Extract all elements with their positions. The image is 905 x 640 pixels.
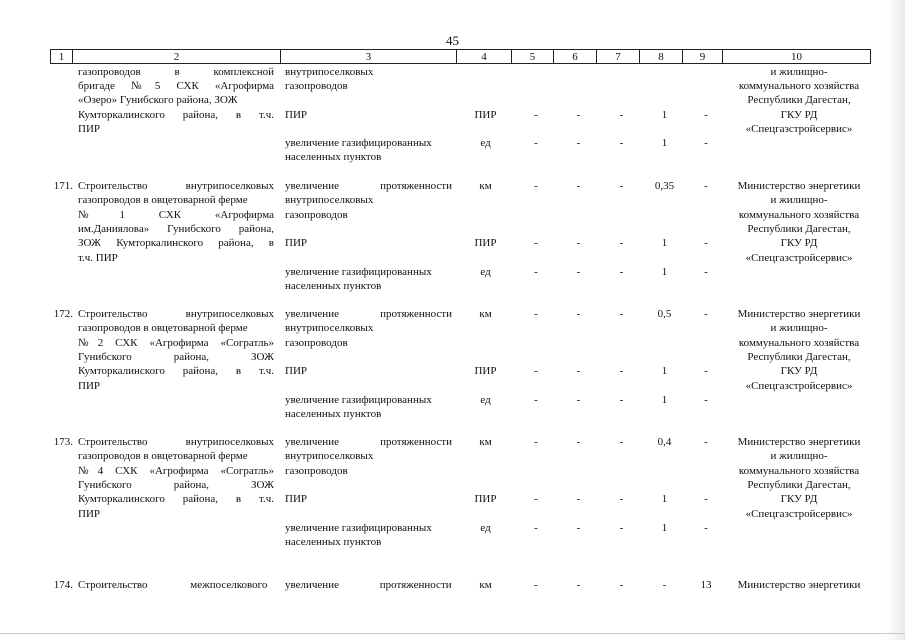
value-cell: 1 bbox=[661, 109, 668, 121]
row-number: 172. bbox=[53, 308, 73, 320]
value-cell: - bbox=[576, 237, 581, 250]
value-cell: - bbox=[534, 579, 538, 591]
unit-cell: ед bbox=[480, 137, 491, 149]
responsible-line: «Спецгазстройсервис» bbox=[745, 123, 853, 135]
value-cell: - bbox=[534, 436, 538, 448]
responsible-line: ГКУ РД bbox=[780, 109, 818, 121]
indicator-line: внутрипоселковых bbox=[285, 450, 374, 463]
value-cell: - bbox=[619, 265, 624, 278]
responsible-line: коммунального хозяйства bbox=[738, 208, 860, 221]
unit-cell: ПИР bbox=[474, 237, 497, 250]
indicator-line: газопроводов bbox=[285, 464, 348, 477]
value-cell: - bbox=[534, 308, 538, 320]
name-line: бригаде №5 СХК «Агрофирма bbox=[78, 80, 274, 92]
name-line: ПИР bbox=[78, 379, 101, 392]
responsible-line: Республики Дагестан, bbox=[747, 222, 851, 235]
column-header: 7 bbox=[597, 50, 640, 64]
name-line: газопроводов в овцетоварной ферме bbox=[78, 194, 248, 207]
name-line: №2 СХК «Агрофирма «Согратль» bbox=[78, 336, 274, 349]
value-cell: - bbox=[576, 265, 581, 278]
value-cell: 1 bbox=[661, 393, 668, 406]
indicator-line: внутрипоселковых bbox=[285, 194, 374, 207]
value-cell: - bbox=[704, 365, 708, 378]
indicator-line: увеличение газифицированных bbox=[285, 265, 432, 278]
column-header: 8 bbox=[640, 50, 683, 64]
pir-label: ПИР bbox=[285, 365, 308, 378]
value-cell: 0,5 bbox=[657, 308, 672, 320]
responsible-line: «Спецгазстройсервис» bbox=[745, 379, 853, 392]
unit-cell: ПИР bbox=[474, 109, 497, 121]
value-cell: - bbox=[704, 521, 708, 534]
indicator-line: внутрипоселковых bbox=[285, 66, 374, 78]
value-cell: 1 bbox=[661, 493, 668, 506]
name-line: Гунибского района, ЗОЖ bbox=[78, 350, 274, 363]
value-cell: - bbox=[534, 265, 538, 278]
value-cell: - bbox=[619, 579, 624, 591]
value-cell: - bbox=[534, 180, 538, 192]
responsible-line: Республики Дагестан, bbox=[747, 94, 851, 106]
responsible-line: коммунального хозяйства bbox=[738, 80, 860, 92]
value-cell: - bbox=[619, 493, 624, 506]
value-cell: - bbox=[704, 137, 708, 149]
responsible-line: и жилищно- bbox=[770, 322, 828, 335]
column-header-row bbox=[50, 49, 871, 64]
row-number: 174. bbox=[53, 579, 73, 591]
unit-cell: км bbox=[479, 308, 492, 320]
responsible-line: Министерство энергетики bbox=[737, 308, 861, 320]
value-cell: - bbox=[534, 393, 538, 406]
name-line: газопроводов в овцетоварной ферме bbox=[78, 322, 248, 335]
responsible-line: и жилищно- bbox=[770, 194, 828, 207]
responsible-line: «Спецгазстройсервис» bbox=[745, 251, 853, 264]
value-cell: - bbox=[576, 109, 581, 121]
value-cell: - bbox=[662, 579, 667, 591]
unit-cell: км bbox=[479, 180, 492, 192]
value-cell: - bbox=[576, 436, 581, 448]
value-cell: - bbox=[534, 365, 538, 378]
name-line: «Озеро» Гунибского района, ЗОЖ bbox=[78, 94, 238, 106]
indicator-line: населенных пунктов bbox=[285, 151, 382, 163]
value-cell: - bbox=[619, 393, 624, 406]
column-header: 2 bbox=[73, 50, 281, 64]
indicator-line: увеличение протяженности bbox=[285, 436, 452, 448]
column-header: 1 bbox=[51, 50, 73, 64]
column-header: 6 bbox=[554, 50, 597, 64]
value-cell: - bbox=[576, 137, 581, 149]
responsible-line: Министерство энергетики bbox=[737, 579, 861, 591]
value-cell: - bbox=[619, 109, 624, 121]
column-header: 5 bbox=[512, 50, 554, 64]
responsible-line: и жилищно- bbox=[770, 66, 828, 78]
responsible-line: Республики Дагестан, bbox=[747, 478, 851, 491]
value-cell: - bbox=[619, 308, 624, 320]
value-cell: - bbox=[704, 237, 708, 250]
responsible-line: коммунального хозяйства bbox=[738, 464, 860, 477]
indicator-line: населенных пунктов bbox=[285, 408, 382, 421]
column-header: 4 bbox=[457, 50, 512, 64]
value-cell: - bbox=[619, 137, 624, 149]
pir-label: ПИР bbox=[285, 109, 308, 121]
value-cell: - bbox=[619, 436, 624, 448]
indicator-line: газопроводов bbox=[285, 80, 348, 92]
value-cell: - bbox=[576, 308, 581, 320]
name-line: ЗОЖ Кумторкалинского района, в bbox=[78, 237, 274, 250]
value-cell: 0,35 bbox=[654, 180, 675, 192]
indicator-line: газопроводов bbox=[285, 336, 348, 349]
unit-cell: км bbox=[479, 436, 492, 448]
responsible-line: Республики Дагестан, bbox=[747, 350, 851, 363]
name-line: Кумторкалинского района, в т.ч. bbox=[78, 109, 274, 121]
value-cell: 1 bbox=[661, 237, 668, 250]
pir-label: ПИР bbox=[285, 237, 308, 250]
value-cell: - bbox=[534, 109, 538, 121]
scan-edge bbox=[886, 0, 905, 640]
value-cell: - bbox=[704, 180, 708, 192]
responsible-line: Министерство энергетики bbox=[737, 436, 861, 448]
name-line: ПИР bbox=[78, 123, 101, 135]
name-line: №4 СХК «Агрофирма «Согратль» bbox=[78, 464, 274, 477]
value-cell: 1 bbox=[661, 137, 668, 149]
value-cell: - bbox=[619, 180, 624, 192]
unit-cell: км bbox=[479, 579, 492, 591]
column-header: 9 bbox=[683, 50, 723, 64]
indicator-line: увеличение протяженности bbox=[285, 579, 452, 591]
responsible-line: ГКУ РД bbox=[780, 365, 818, 378]
indicator-line: населенных пунктов bbox=[285, 280, 382, 293]
responsible-line: ГКУ РД bbox=[780, 237, 818, 250]
indicator-line: населенных пунктов bbox=[285, 536, 382, 549]
value-cell: - bbox=[704, 265, 708, 278]
value-cell: - bbox=[534, 237, 538, 250]
responsible-line: Министерство энергетики bbox=[737, 180, 861, 192]
indicator-line: увеличение газифицированных bbox=[285, 393, 432, 406]
value-cell: - bbox=[534, 493, 538, 506]
indicator-line: увеличение газифицированных bbox=[285, 137, 432, 149]
responsible-line: ГКУ РД bbox=[780, 493, 818, 506]
responsible-line: коммунального хозяйства bbox=[738, 336, 860, 349]
scan-bottom-line bbox=[0, 633, 905, 634]
value-cell: 0,4 bbox=[657, 436, 672, 448]
pir-label: ПИР bbox=[285, 493, 308, 506]
name-line: Строительство внутрипоселковых bbox=[78, 180, 274, 192]
value-cell: - bbox=[704, 393, 708, 406]
unit-cell: ПИР bbox=[474, 493, 497, 506]
name-line: газопроводов в овцетоварной ферме bbox=[78, 450, 248, 463]
row-number: 171. bbox=[53, 180, 73, 192]
name-line: Гунибского района, ЗОЖ bbox=[78, 478, 274, 491]
value-cell: 13 bbox=[700, 579, 712, 591]
value-cell: - bbox=[619, 521, 624, 534]
name-line: Строительство межпоселкового bbox=[78, 579, 268, 591]
value-cell: - bbox=[619, 237, 624, 250]
name-line: Кумторкалинского района, в т.ч. bbox=[78, 365, 274, 378]
indicator-line: увеличение протяженности bbox=[285, 308, 452, 320]
indicator-line: увеличение протяженности bbox=[285, 180, 452, 192]
value-cell: - bbox=[704, 109, 708, 121]
name-line: ПИР bbox=[78, 507, 101, 520]
unit-cell: ед bbox=[480, 521, 491, 534]
name-line: газопроводов в комплексной bbox=[78, 66, 274, 78]
responsible-line: и жилищно- bbox=[770, 450, 828, 463]
value-cell: - bbox=[576, 521, 581, 534]
value-cell: 1 bbox=[661, 365, 668, 378]
indicator-line: газопроводов bbox=[285, 208, 348, 221]
value-cell: 1 bbox=[661, 521, 668, 534]
row-number: 173. bbox=[53, 436, 73, 448]
responsible-line: «Спецгазстройсервис» bbox=[745, 507, 853, 520]
name-line: Кумторкалинского района, в т.ч. bbox=[78, 493, 274, 506]
value-cell: - bbox=[576, 180, 581, 192]
indicator-line: увеличение газифицированных bbox=[285, 521, 432, 534]
name-line: т.ч. ПИР bbox=[78, 251, 118, 264]
name-line: №1 СХК «Агрофирма bbox=[78, 208, 274, 221]
value-cell: - bbox=[576, 579, 581, 591]
value-cell: 1 bbox=[661, 265, 668, 278]
name-line: Строительство внутрипоселковых bbox=[78, 436, 274, 448]
value-cell: - bbox=[576, 493, 581, 506]
value-cell: - bbox=[534, 137, 538, 149]
column-header: 10 bbox=[723, 50, 871, 64]
page-number: 45 bbox=[446, 33, 459, 48]
value-cell: - bbox=[619, 365, 624, 378]
value-cell: - bbox=[576, 393, 581, 406]
name-line: им.Даниялова» Гунибского района, bbox=[78, 222, 274, 235]
value-cell: - bbox=[704, 308, 708, 320]
indicator-line: внутрипоселковых bbox=[285, 322, 374, 335]
name-line: Строительство внутрипоселковых bbox=[78, 308, 274, 320]
value-cell: - bbox=[534, 521, 538, 534]
unit-cell: ед bbox=[480, 393, 491, 406]
unit-cell: ПИР bbox=[474, 365, 497, 378]
value-cell: - bbox=[576, 365, 581, 378]
value-cell: - bbox=[704, 436, 708, 448]
column-header: 3 bbox=[281, 50, 457, 64]
unit-cell: ед bbox=[480, 265, 491, 278]
value-cell: - bbox=[704, 493, 708, 506]
